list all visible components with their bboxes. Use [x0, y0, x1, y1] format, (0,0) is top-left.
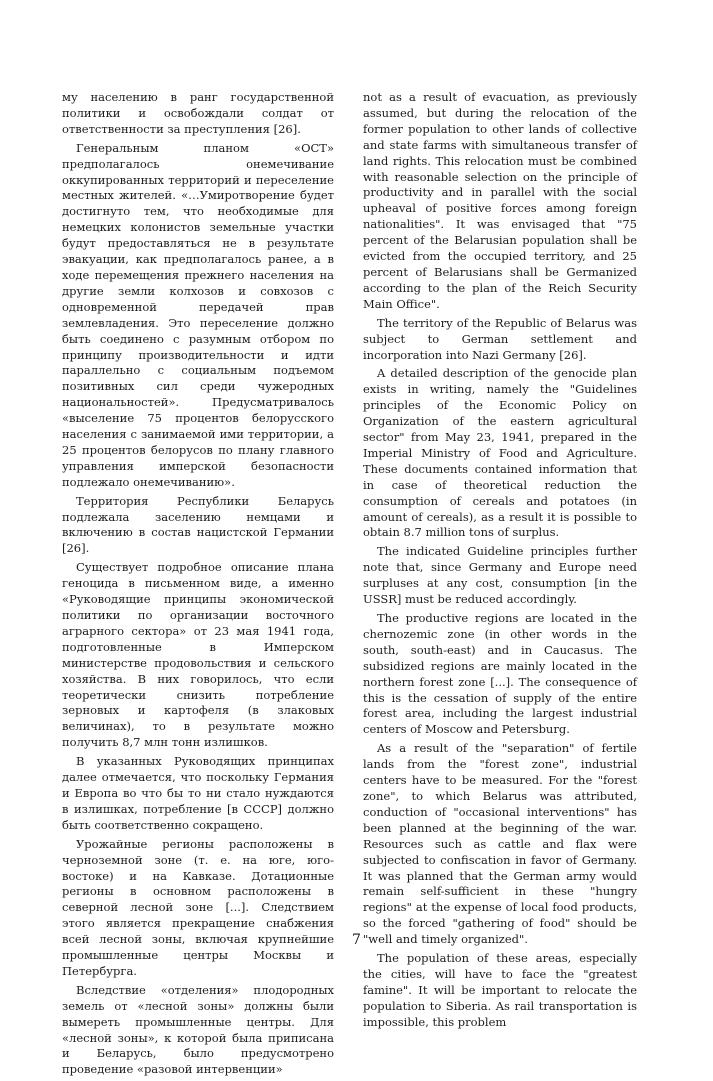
- paragraph: Территория Республики Беларусь подлежала заселению немцами и включению в состав нацистской Германии [26].: [62, 493, 334, 556]
- paragraph: As a result of the "separation" of fertile lands from the "forest zone", industrial centers have to be measured. For the "forest zone", to which Belarus was attributed, conduction of "occasional interventions" has been planned at the beginning of the war. Resources such as cattle and flax were subjected to confiscation in favor of Germany. It was planned that the German army would remain self-sufficient in these "hungry regions" at the expense of local food products, so the forced "gathering of food" should be "well and timely organized".: [363, 741, 637, 947]
- paragraph: Вследствие «отделения» плодородных земель от «лесной зоны» должны были вымереть промышленные центры. Для «лесной зоны», к которой была приписана и Беларусь, было предусмотрено проведение «разовой интервенции»: [62, 982, 334, 1077]
- paragraph: му населению в ранг государственной политики и освобождали солдат от ответственности за преступления [26].: [62, 90, 334, 136]
- paragraph: not as a result of evacuation, as previously assumed, but during the relocation of the former population to other lands of collective and state farms with simultaneous transfer of land rights. This relocation must be combined with reasonable selection on the principle of productivity and in parallel with the social upheaval of positive forces among foreign nationalities". It was envisaged that "75 percent of the Belarusian population shall be evicted from the occupied territory, and 25 percent of Belarusians shall be Germanized according to the plan of the Reich Security Main Office".: [363, 90, 637, 311]
- paragraph: A detailed description of the genocide plan exists in writing, namely the "Guidelines principles of the Economic Policy on Organization of the eastern agricultural sector" from May 23, 1941, prepared in the Imperial Ministry of Food and Agriculture. These documents contained information that in case of theoretical reduction the consumption of cereals and potatoes (in amount of cereals), as a result it is possible to obtain 8.7 million tons of surplus.: [363, 366, 637, 540]
- paragraph: The productive regions are located in the chernozemic zone (in other words in the south, south-east) and in Caucasus. The subsidized regions are mainly located in the northern forest zone [...]. The consequence of this is the cessation of supply of the entire forest area, including the largest industrial centers of Moscow and Petersburg.: [363, 611, 637, 737]
- paragraph: В указанных Руководящих принципах далее отмечается, что поскольку Германия и Европа во что бы то ни стало нуждаются в излишках, потребление [в СССР] должно быть соответственно сокращено.: [62, 754, 334, 832]
- paragraph: The population of these areas, especially the cities, will have to face the "greatest famine". It will be important to relocate the population to Siberia. As rail transportation is impossible, this problem: [363, 951, 637, 1029]
- paragraph: The indicated Guideline principles further note that, since Germany and Europe need surpluses at any cost, consumption [in the USSR] must be reduced accordingly.: [363, 544, 637, 607]
- page-number: 7: [352, 932, 361, 948]
- paragraph: Существует подробное описание плана геноцида в письменном виде, а именно «Руководящие принципы экономической политики по организации восточного аграрного сектора» от 23 мая 1941 года, подготовленные в Имперском министерстве продовольствия и сельского хозяйства. В них говорилось, что если теоретически снизить потребление зерновых и картофеля (в злаковых величинах), то в результате можно получить 8,7 млн тонн излишков.: [62, 560, 334, 750]
- paragraph: The territory of the Republic of Belarus was subject to German settlement and incorporation into Nazi Germany [26].: [363, 315, 637, 362]
- english-text-column: [363, 90, 637, 1034]
- paragraph: Урожайные регионы расположены в черноземной зоне (т. е. на юге, юго-востоке) и на Кавказе. Дотационные регионы в основном расположены в северной лесной зоне [...]. Следствием этого является прекращение снабжения всей лесной зоны, включая крупнейшие промышленные центры Москвы и Петербурга.: [62, 836, 334, 978]
- paragraph: Генеральным планом «ОСТ» предполагалось онемечивание оккупированных территорий и переселение местных жителей. «…Умиротворение будет достигнуто тем, что необходимые для немецких колонистов земельные участки будут предоставляться не в результате эвакуации, как предполагалось ранее, а в ходе перемещения прежнего населения на другие земли колхозов и совхозов с одновременной передачей прав землевладения. Это переселение должно быть соединено с разумным отбором по принципу производительности и идти параллельно с социальным подъемом позитивных сил среди чужеродных национальностей». Предусматривалось «выселение 75 процентов белорусского населения с занимаемой ими территории, а 25 процентов белорусов по плану главного управления имперской безопасности подлежало онемечиванию».: [62, 140, 334, 489]
